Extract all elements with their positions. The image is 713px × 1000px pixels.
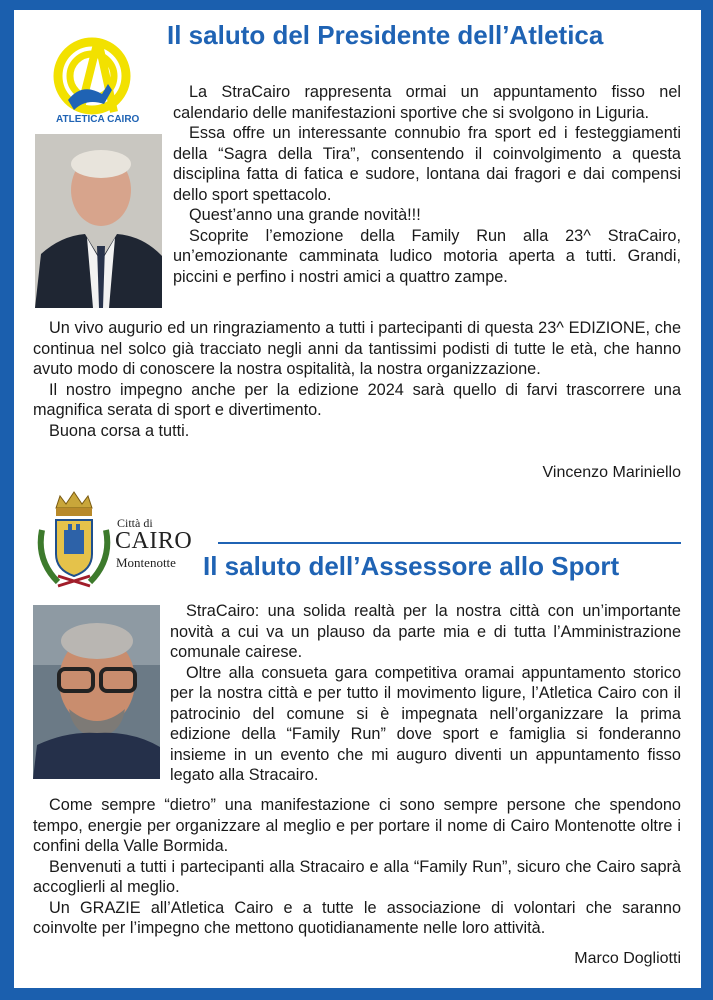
crest-line1: Città di (117, 516, 153, 530)
paragraph: Scoprite l’emozione della Family Run alla 23^ StraCairo, un’emozionante camminata ludico motoria aperta a tutti. Grandi, piccini e perfino i nostri amici a quattro zampe. (173, 226, 681, 286)
paragraph: Benvenuti a tutti i partecipanti alla Stracairo e alla “Family Run”, sicuro che Cairo saprà accoglierli al meglio. (33, 857, 681, 896)
paragraph: Oltre alla consueta gara competitiva oramai appuntamento storico per la nostra città e per tutto il movimento ligure, l’Atletica Cairo con il patrocinio del comune si è impegnata nell’organizzare la prima edizione della “Family Run” dove sport e famiglia si fonderanno insieme in un evento che mi auguro diventi un appuntamento fisso legato alla Stracairo. (170, 663, 681, 784)
paragraph: Un GRAZIE all’Atletica Cairo e a tutte le associazione di volontari che saranno coinvolte per l’impegno che mettono quotidianamente nelle loro attività. (33, 898, 681, 937)
paragraph: Buona corsa a tutti. (49, 421, 190, 440)
section2-rule (218, 542, 681, 544)
crest-line2: CAIRO (115, 528, 193, 554)
section2-paragraphs-bottom (33, 795, 681, 939)
paragraph: StraCairo: una solida realtà per la nostra città con un’importante novità a cui va un plauso da parte mia e di tutta l’Amministrazione comunale cairese. (170, 602, 681, 661)
paragraph: Il nostro impegno anche per la edizione 2024 sarà quello di farvi trascorrere una magnifica serata di sport e divertimento. (33, 380, 681, 419)
bottom-border (0, 988, 713, 1000)
section1-title: Il saluto del Presidente dell’Atletica (167, 20, 604, 50)
section2-title: Il saluto dell’Assessore allo Sport (203, 551, 620, 581)
paragraph: Quest’anno una grande novità!!! (189, 206, 421, 224)
section1-paragraphs-bottom (33, 318, 681, 441)
paragraph: La StraCairo rappresenta ormai un appuntamento fisso nel calendario delle manifestazioni sportive che si svolgono in Liguria. (173, 83, 681, 122)
logo-text: ATLETICA CAIRO (56, 114, 140, 125)
paragraph: Come sempre “dietro” una manifestazione ci sono sempre persone che spendono tempo, energie per organizzare al meglio e per portare il nome di Cairo Montenotte oltre i confini della Valle Bormida. (33, 796, 681, 855)
cairo-crest-icon (34, 490, 114, 596)
crest-line3: Montenotte (116, 555, 176, 570)
section1-signature: Vincenzo Mariniello (542, 464, 681, 481)
assessore-photo (33, 605, 160, 779)
section2-paragraphs-top (170, 601, 681, 786)
atletica-cairo-logo (50, 32, 142, 128)
paragraph: Un vivo augurio ed un ringraziamento a tutti i partecipanti di questa 23^ EDIZIONE, che continua nel solco già tracciato negli anni da tantissimi podisti di tutte le età, che hanno avuto modo di conoscere la nostra ospitalità, la nostra organizzazione. (33, 319, 681, 378)
paragraph: Essa offre un interessante connubio fra sport ed i festeggiamenti della “Sagra della Tira”, consentendo il coinvolgimento a questa disciplina fatta di fatica e sudore, lontana dai fragori e dai compensi dello sport spettacolo. (173, 124, 681, 204)
president-photo (35, 134, 162, 308)
section2-signature: Marco Dogliotti (574, 950, 681, 967)
section1-paragraphs-top (173, 82, 681, 287)
